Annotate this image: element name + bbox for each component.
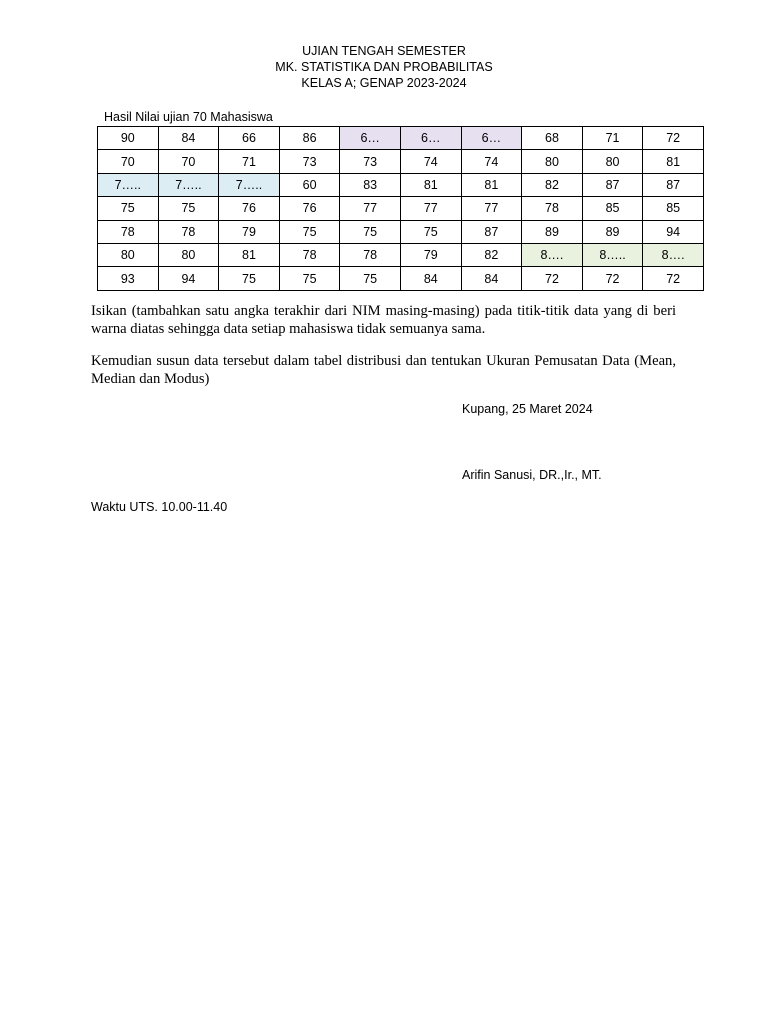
table-cell: 80 (98, 243, 159, 266)
table-cell: 86 (279, 127, 340, 150)
table-row (98, 150, 704, 173)
instruction-paragraph-1: Isikan (tambahkan satu angka terakhir dari NIM masing-masing) pada titik-titik data yang di beri warna diatas sehingga data setiap mahasiswa tidak semuanya sama. (91, 303, 676, 337)
header-class: KELAS A; GENAP 2023-2024 (301, 76, 467, 90)
header-course: MK. STATISTIKA DAN PROBABILITAS (275, 60, 493, 74)
table-cell: 93 (98, 267, 159, 290)
grades-table (97, 126, 704, 291)
table-cell: 75 (400, 220, 461, 243)
exam-time: Waktu UTS. 10.00-11.40 (91, 500, 228, 514)
table-cell: 77 (461, 197, 522, 220)
table-cell: 75 (98, 197, 159, 220)
instruction-paragraph-2: Kemudian susun data tersebut dalam tabel distribusi dan tentukan Ukuran Pemusatan Data (Mean, Median dan Modus) (91, 353, 676, 387)
table-row (98, 197, 704, 220)
table-cell: 70 (98, 150, 159, 173)
table-cell: 73 (340, 150, 401, 173)
table-cell: 89 (582, 220, 643, 243)
table-cell: 78 (279, 243, 340, 266)
table-cell: 90 (98, 127, 159, 150)
table-cell: 76 (219, 197, 280, 220)
table-cell: 87 (643, 173, 704, 196)
table-cell: 72 (643, 127, 704, 150)
table-cell: 94 (158, 267, 219, 290)
editable-cell: 6… (340, 127, 401, 150)
table-cell: 87 (461, 220, 522, 243)
table-row (98, 267, 704, 290)
table-cell: 78 (340, 243, 401, 266)
table-cell: 82 (522, 173, 583, 196)
table-cell: 77 (400, 197, 461, 220)
table-cell: 75 (158, 197, 219, 220)
table-cell: 78 (158, 220, 219, 243)
table-cell: 87 (582, 173, 643, 196)
table-cell: 81 (461, 173, 522, 196)
table-cell: 81 (643, 150, 704, 173)
editable-cell: 8…. (643, 243, 704, 266)
table-cell: 60 (279, 173, 340, 196)
table-cell: 78 (98, 220, 159, 243)
table-cell: 71 (582, 127, 643, 150)
table-cell: 94 (643, 220, 704, 243)
table-cell: 84 (158, 127, 219, 150)
table-cell: 75 (279, 267, 340, 290)
table-cell: 80 (582, 150, 643, 173)
editable-cell: 6… (461, 127, 522, 150)
table-cell: 76 (279, 197, 340, 220)
table-cell: 81 (219, 243, 280, 266)
table-row (98, 173, 704, 196)
table-cell: 75 (340, 267, 401, 290)
table-cell: 78 (522, 197, 583, 220)
table-cell: 66 (219, 127, 280, 150)
table-cell: 68 (522, 127, 583, 150)
editable-cell: 6… (400, 127, 461, 150)
editable-cell: 8….. (582, 243, 643, 266)
table-cell: 72 (522, 267, 583, 290)
table-cell: 74 (400, 150, 461, 173)
table-row (98, 243, 704, 266)
editable-cell: 7….. (158, 173, 219, 196)
table-cell: 85 (582, 197, 643, 220)
table-cell: 83 (340, 173, 401, 196)
table-row (98, 220, 704, 243)
table-cell: 80 (158, 243, 219, 266)
table-cell: 80 (522, 150, 583, 173)
editable-cell: 7….. (98, 173, 159, 196)
table-cell: 82 (461, 243, 522, 266)
table-cell: 77 (340, 197, 401, 220)
table-cell: 79 (400, 243, 461, 266)
table-cell: 79 (219, 220, 280, 243)
table-cell: 89 (522, 220, 583, 243)
table-caption: Hasil Nilai ujian 70 Mahasiswa (104, 110, 273, 124)
editable-cell: 7….. (219, 173, 280, 196)
table-cell: 74 (461, 150, 522, 173)
header-title: UJIAN TENGAH SEMESTER (302, 44, 466, 58)
table-cell: 72 (582, 267, 643, 290)
table-cell: 73 (279, 150, 340, 173)
table-cell: 71 (219, 150, 280, 173)
table-row (98, 127, 704, 150)
editable-cell: 8…. (522, 243, 583, 266)
table-cell: 70 (158, 150, 219, 173)
place-date: Kupang, 25 Maret 2024 (462, 402, 593, 416)
signer-name: Arifin Sanusi, DR.,Ir., MT. (462, 468, 602, 482)
table-cell: 75 (219, 267, 280, 290)
table-cell: 72 (643, 267, 704, 290)
table-cell: 75 (340, 220, 401, 243)
table-cell: 81 (400, 173, 461, 196)
table-cell: 84 (400, 267, 461, 290)
table-cell: 85 (643, 197, 704, 220)
table-cell: 84 (461, 267, 522, 290)
document-header (0, 43, 768, 91)
table-cell: 75 (279, 220, 340, 243)
